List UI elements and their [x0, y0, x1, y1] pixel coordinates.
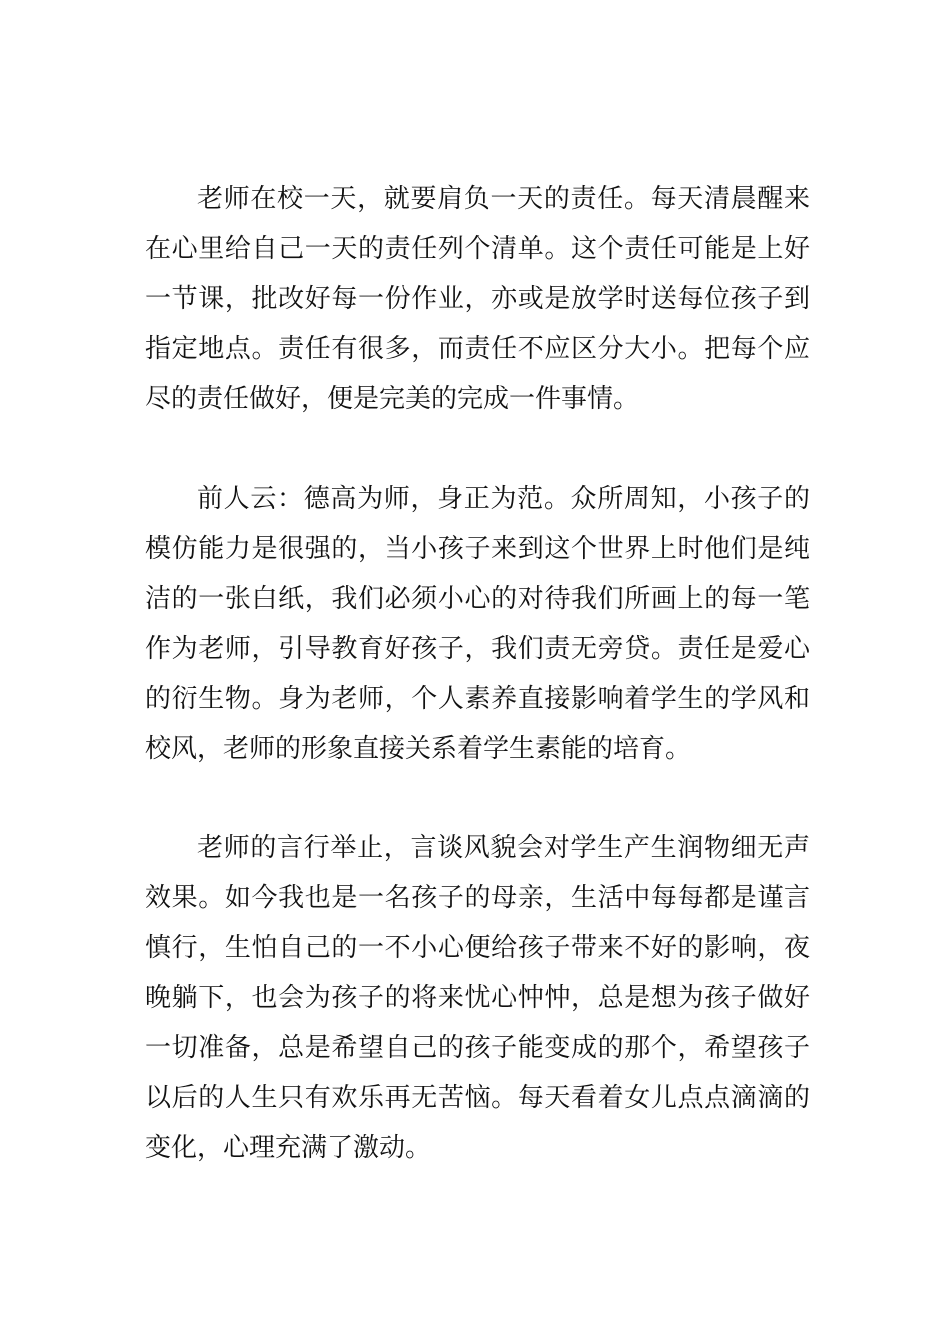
paragraph-1: 老师在校一天，就要肩负一天的责任。每天清晨醒来在心里给自己一天的责任列个清单。这个责任可能是上好一节课，批改好每一份作业，亦或是放学时送每位孩子到指定地点。责任有很多，而责任不应区分大小。把每个应尽的责任做好，便是完美的完成一件事情。 — [145, 184, 810, 414]
paragraph-2: 前人云：德高为师，身正为范。众所周知，小孩子的模仿能力是很强的，当小孩子来到这个世界上时他们是纯洁的一张白纸，我们必须小心的对待我们所画上的每一笔作为老师，引导教育好孩子，我们责无旁贷。责任是爱心的衍生物。身为老师，个人素养直接影响着学生的学风和校风，老师的形象直接关系着学生素能的培育。 — [145, 484, 810, 764]
paragraph-3: 老师的言行举止，言谈风貌会对学生产生润物细无声效果。如今我也是一名孩子的母亲，生活中每每都是谨言慎行，生怕自己的一不小心便给孩子带来不好的影响，夜晚躺下，也会为孩子的将来忧心忡忡，总是想为孩子做好一切准备，总是希望自己的孩子能变成的那个，希望孩子以后的人生只有欢乐再无苦恼。每天看着女儿点点滴滴的变化，心理充满了激动。 — [145, 833, 810, 1163]
